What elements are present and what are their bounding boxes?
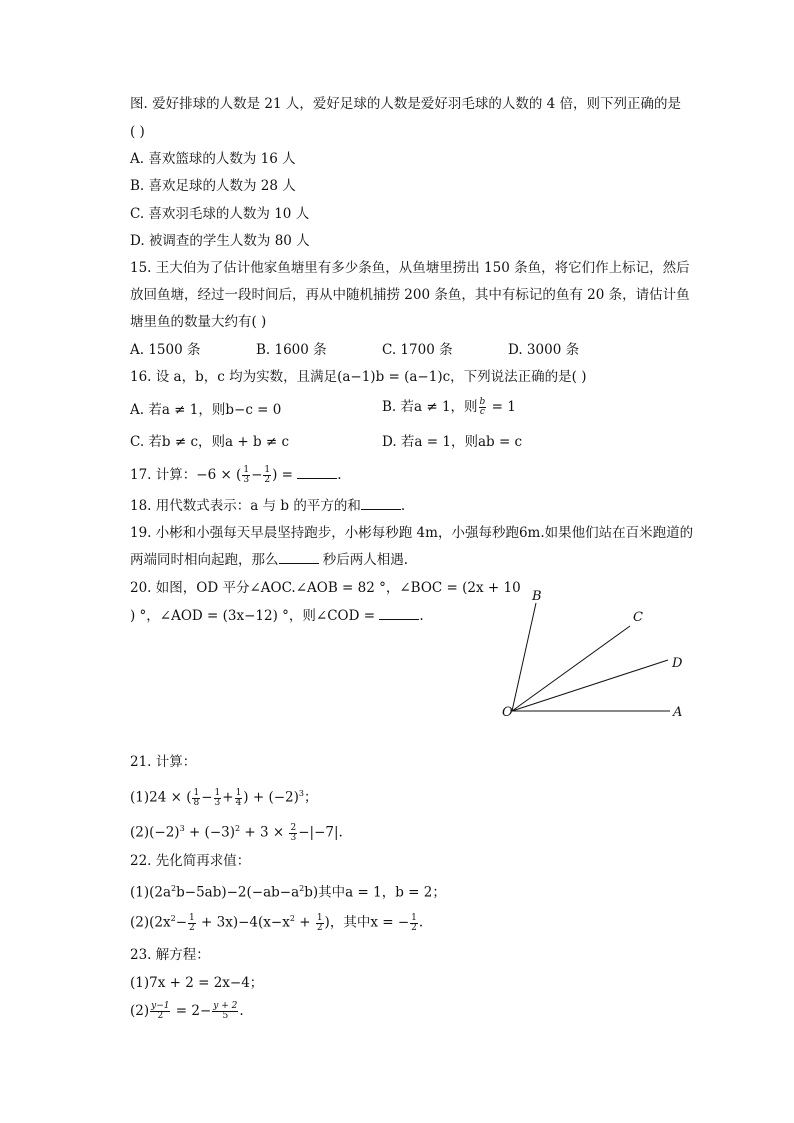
q22-p1-a: (1)(2a [130,884,172,901]
q21-p2-exp-2: 2 [235,824,241,833]
q14-option-c: C. 喜欢羽毛球的人数为 10 人 [130,206,310,222]
q22-p2-d: + [294,914,315,931]
q21-p1-plus: + [222,789,234,806]
q21-p2-a: (2)(−2) [130,824,180,841]
q14-stem: 图. 爱好排球的人数是 21 人，爱好足球的人数是爱好羽毛球的人数的 4 倍，则下列正确的是 [130,96,682,112]
q21-p1-minus: − [201,789,213,806]
fraction-denominator: 2 [189,922,195,933]
q19-line-2 [130,551,408,569]
q17-prefix: 17. 计算：−6 × ( [130,467,242,483]
fraction-denominator: c [479,407,485,417]
fraction-denominator: 2 [411,922,417,933]
q14-paren: ( ) [130,124,145,140]
q21-p1-fraction-2 [214,789,222,808]
q15-option-c: C. 1700 条 [382,342,453,358]
ray-oc [512,626,630,711]
label-b: B [532,589,542,604]
q23-title: 23. 解方程： [130,947,210,963]
q15-option-d: D. 3000 条 [508,342,580,358]
q22-p2-fraction-2 [316,914,324,933]
fraction-denominator: 3 [214,797,221,808]
q20-answer-blank[interactable] [379,607,419,620]
q23-p2-end: . [239,1003,244,1019]
q21-title: 21. 计算： [130,754,197,770]
q22-p1-exp-1: 2 [171,884,177,893]
q21-p2-b: + (−3) [184,824,235,841]
fraction-denominator: 4 [235,797,242,808]
angle-diagram [490,580,700,730]
label-d: D [672,656,683,671]
q23-p2-a: (2) [130,1003,150,1019]
q17-end: . [337,467,342,483]
fraction-denominator: 8 [193,797,200,808]
q17-fraction-1 [242,466,250,485]
q21-p2-d: −|−7|. [298,824,343,841]
q19-answer-blank[interactable] [279,551,319,564]
q21-part-1 [130,785,318,808]
q21-p2-exp-1: 3 [179,824,185,833]
fraction-denominator: 3 [243,475,250,485]
q17-minus: − [251,467,263,483]
q15-line-3: 塘里鱼的数量大约有( ) [130,314,267,330]
q15-line-2: 放回鱼塘，经过一段时间后，再从中随机捕捞 200 条鱼，其中有标记的鱼有 20 条，请估计鱼 [130,287,690,303]
fraction-denominator: 5 [222,1011,229,1021]
q19-prefix: 两端同时相向起跑，那么 [130,552,279,568]
fraction-numerator: y + 2 [213,1001,238,1011]
q17-answer-blank[interactable] [297,466,337,479]
q19-suffix: 秒后两人相遇. [318,552,409,568]
fraction-numerator: 1 [189,912,195,923]
ray-ob [512,603,536,711]
q22-p2-end: . [418,914,424,931]
q18-text: 18. 用代数式表示：a 与 b 的平方的和 [130,498,361,514]
q21-p1-end: ； [304,789,318,806]
q16-option-b-prefix: B. 若a ≠ 1，则 [382,399,478,415]
label-c: C [633,610,643,625]
fraction-numerator: 2 [290,822,297,833]
q18-line [130,497,405,515]
q22-p1-b: b−5ab)−2(−ab−a [176,884,300,901]
q16-option-b-fraction [479,398,487,417]
q22-p2-exp-1: 2 [170,914,176,923]
q15-option-a: A. 1500 条 [130,342,201,358]
q14-option-b: B. 喜欢足球的人数为 28 人 [130,178,296,194]
fraction-numerator: 1 [411,912,417,923]
label-o: O [502,705,513,720]
q16-option-c: C. 若b ≠ c，则a + b ≠ c [130,434,290,450]
fraction-numerator: 1 [243,465,250,475]
q14-option-d: D. 被调查的学生人数为 80 人 [130,233,310,249]
q21-p1-fraction-3 [235,789,243,808]
q21-p1-prefix: (1)24 × ( [130,789,192,806]
q22-p2-fraction-3 [410,914,418,933]
fraction-denominator: 2 [316,922,323,933]
q18-answer-blank[interactable] [361,497,401,510]
q16-option-b-suffix: = 1 [487,399,516,415]
q17-line [130,466,342,485]
q22-part-2 [130,910,423,933]
fraction-numerator: 1 [316,912,323,923]
q16-option-a: A. 若a ≠ 1，则b−c = 0 [130,402,282,418]
q20-line-1: 20. 如图，OD 平分∠AOC.∠AOB = 82 °，∠BOC = (2x + 10 [130,580,521,596]
fraction-denominator: 2 [264,475,271,485]
q17-suffix: ) = [272,467,298,483]
fraction-numerator: y−1 [151,1001,170,1011]
q15-option-b: B. 1600 条 [256,342,327,358]
q22-p1-c: b)其中a = 1，b = 2； [304,884,446,901]
label-a: A [673,705,683,720]
q21-p1-exponent: 3 [298,789,304,798]
q21-p2-fraction [289,824,297,843]
q20-line-2 [130,607,424,625]
fraction-numerator: 1 [193,787,200,798]
ray-od [512,660,668,711]
q22-p2-e: )，其中x = − [324,914,410,931]
q22-p2-c: + 3x)−4(x−x [196,914,290,931]
q20-prefix: ) °，∠AOD = (3x−12) °，则∠COD = [130,608,380,624]
q21-p1-fraction-1 [192,789,200,808]
q21-p1-suffix: ) + (−2) [243,789,299,806]
q22-p1-exp-2: 2 [299,884,305,893]
q18-end: . [400,498,406,514]
q21-part-2 [130,820,343,843]
q23-part-1: (1)7x + 2 = 2x−4； [130,975,264,991]
q14-option-a: A. 喜欢篮球的人数为 16 人 [130,151,296,167]
q22-p2-fraction-1 [188,914,196,933]
q22-part-1 [130,880,446,902]
fraction-numerator: 1 [264,465,271,475]
q16-option-b [382,398,516,417]
q16-option-d: D. 若a = 1，则ab = c [382,434,523,450]
q19-line-1: 19. 小彬和小强每天早晨坚持跑步，小彬每秒跑 4m，小强每秒跑6m.如果他们站在百米跑道的 [130,525,694,541]
q23-p2-b: = 2− [171,1003,212,1019]
q20-end: . [419,608,424,624]
q23-part-2 [130,1002,244,1021]
q22-p2-b: − [175,914,187,931]
fraction-numerator: 1 [235,787,242,798]
fraction-denominator: 2 [157,1011,164,1021]
q17-fraction-2 [263,466,271,485]
q15-line-1: 15. 王大伯为了估计他家鱼塘里有多少条鱼，从鱼塘里捞出 150 条鱼，将它们作上标记，然后 [130,260,690,276]
q23-p2-fraction-1 [150,1002,170,1021]
fraction-numerator: 1 [214,787,221,798]
q22-title: 22. 先化简再求值： [130,853,251,869]
q22-p2-a: (2)(2x [130,914,171,931]
fraction-denominator: 3 [290,832,297,843]
q16-stem: 16. 设 a，b，c 均为实数，且满足(a−1)b = (a−1)c，下列说法正确的是( ) [130,369,587,385]
q21-p2-c: + 3 × [240,824,289,841]
q22-p2-exp-2: 2 [289,914,295,923]
q23-p2-fraction-2 [212,1002,238,1021]
fraction-numerator: b [479,397,486,407]
